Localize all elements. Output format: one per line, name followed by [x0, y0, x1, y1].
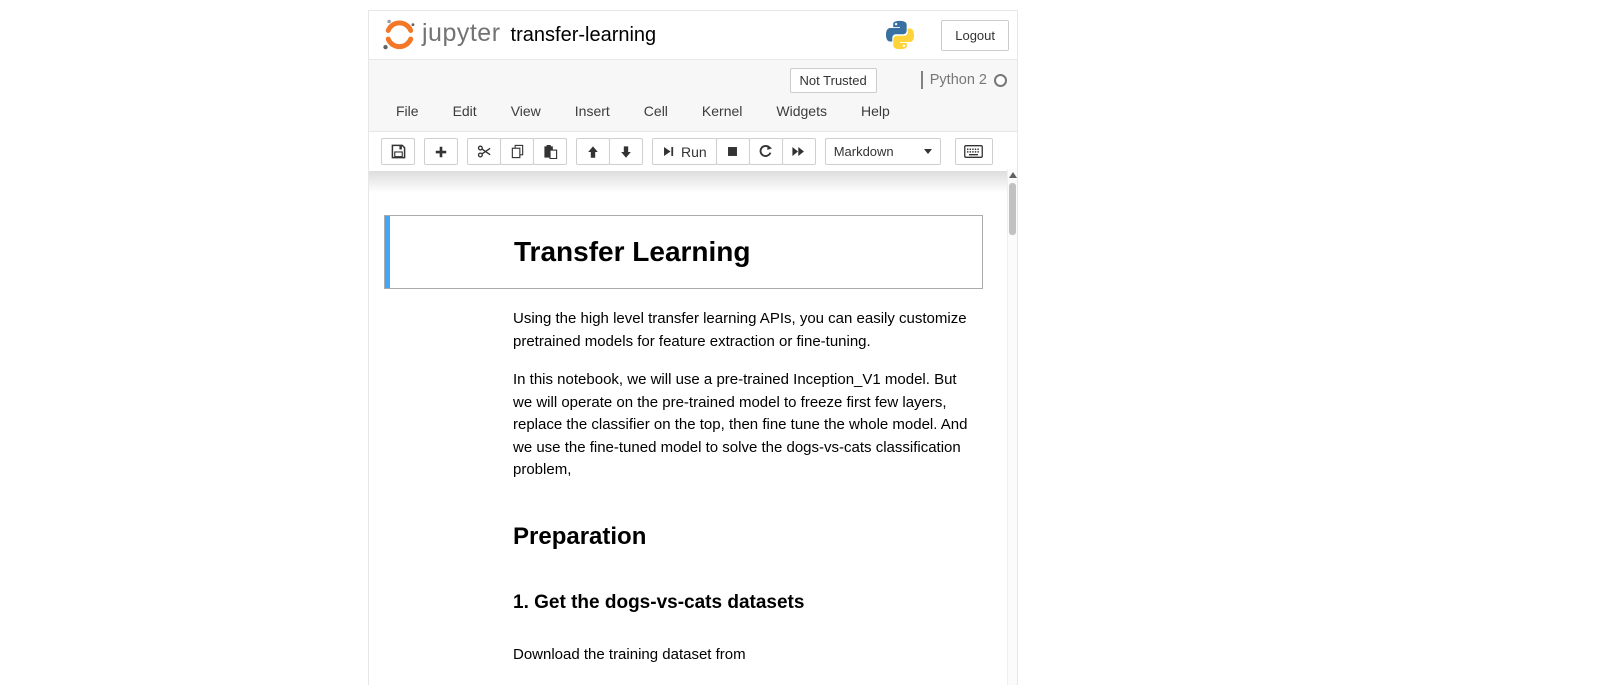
caret-down-icon	[924, 149, 932, 154]
paste-cell-button[interactable]	[533, 138, 567, 165]
move-cell-up-button[interactable]	[576, 138, 610, 165]
menu-band	[369, 59, 1017, 132]
add-cell-icon	[434, 145, 448, 159]
move-cell-down-button[interactable]	[609, 138, 643, 165]
run-label: Run	[681, 143, 707, 160]
menu-file[interactable]: File	[396, 103, 419, 119]
cell-type-selected: Markdown	[833, 144, 894, 159]
cell-title-heading: Transfer Learning	[514, 236, 751, 267]
scrollbar-thumb[interactable]	[1009, 183, 1016, 235]
jupyter-logo-icon	[381, 17, 417, 53]
toolbar	[369, 132, 1017, 171]
notebook-area	[369, 215, 1017, 666]
scrollbar-up-arrow-icon[interactable]	[1009, 172, 1017, 178]
header	[369, 11, 1017, 59]
kernel-idle-icon	[994, 74, 1007, 87]
menu-view[interactable]: View	[510, 103, 541, 119]
logout-button[interactable]: Logout	[941, 20, 1009, 51]
paste-icon	[543, 144, 558, 159]
save-button[interactable]	[381, 138, 415, 165]
copy-icon	[510, 144, 525, 159]
menu-widgets[interactable]: Widgets	[776, 103, 827, 119]
download-paragraph[interactable]: Download the training dataset from	[513, 645, 746, 663]
subsection-heading[interactable]: 1. Get the dogs-vs-cats datasets	[513, 591, 805, 613]
menu-help[interactable]: Help	[860, 103, 890, 119]
kernel-indicator-group	[921, 71, 1011, 89]
menu-edit[interactable]: Edit	[452, 103, 477, 119]
run-icon	[662, 145, 675, 158]
move-down-icon	[619, 145, 633, 159]
cell-prompt	[390, 216, 514, 288]
interrupt-kernel-button[interactable]	[716, 138, 750, 165]
cut-cell-button[interactable]	[467, 138, 501, 165]
menu-insert[interactable]: Insert	[574, 103, 610, 119]
selected-markdown-cell[interactable]	[384, 215, 983, 289]
keyboard-icon	[964, 145, 983, 158]
move-up-icon	[586, 145, 600, 159]
command-palette-button[interactable]	[955, 138, 993, 165]
kernel-name: Python 2	[929, 72, 987, 88]
header-shadow	[369, 171, 1017, 193]
menubar	[375, 93, 1011, 131]
copy-cell-button[interactable]	[500, 138, 534, 165]
python-logo-icon	[883, 18, 917, 52]
restart-run-all-button[interactable]	[782, 138, 816, 165]
menu-kernel[interactable]: Kernel	[701, 103, 743, 119]
vertical-scrollbar[interactable]	[1007, 169, 1017, 685]
run-cell-button[interactable]	[652, 138, 717, 165]
restart-run-all-icon	[791, 144, 806, 159]
status-row	[375, 67, 1011, 93]
trust-status-button[interactable]: Not Trusted	[790, 68, 877, 93]
jupyter-logo-text: jupyter	[422, 18, 501, 47]
jupyter-notebook-app	[368, 10, 1018, 685]
restart-kernel-button[interactable]	[749, 138, 783, 165]
restart-kernel-icon	[758, 144, 773, 159]
stop-icon	[726, 145, 739, 158]
notebook-title[interactable]: transfer-learning	[510, 23, 657, 46]
section-heading[interactable]: Preparation	[513, 522, 647, 550]
save-icon	[391, 144, 406, 159]
cut-icon	[477, 144, 492, 159]
menu-cell[interactable]: Cell	[643, 103, 668, 119]
markdown-intro-paragraph[interactable]: Using the high level transfer learning APIs, you can easily customize pretrained models for feature extraction or fine-tuning.	[513, 310, 967, 350]
markdown-detail-paragraph[interactable]: In this notebook, we will use a pre-trained Inception_V1 model. But we will operate on the pre-trained model to freeze first few layers, replace the classifier on the top, then fine tune the whole model. And we use the fine-tuned model to solve the dogs-vs-cats classification problem,	[513, 371, 968, 478]
add-cell-button[interactable]	[424, 138, 458, 165]
kernel-separator	[921, 71, 923, 89]
jupyter-logo[interactable]	[381, 17, 501, 53]
cell-type-dropdown[interactable]	[825, 138, 941, 165]
